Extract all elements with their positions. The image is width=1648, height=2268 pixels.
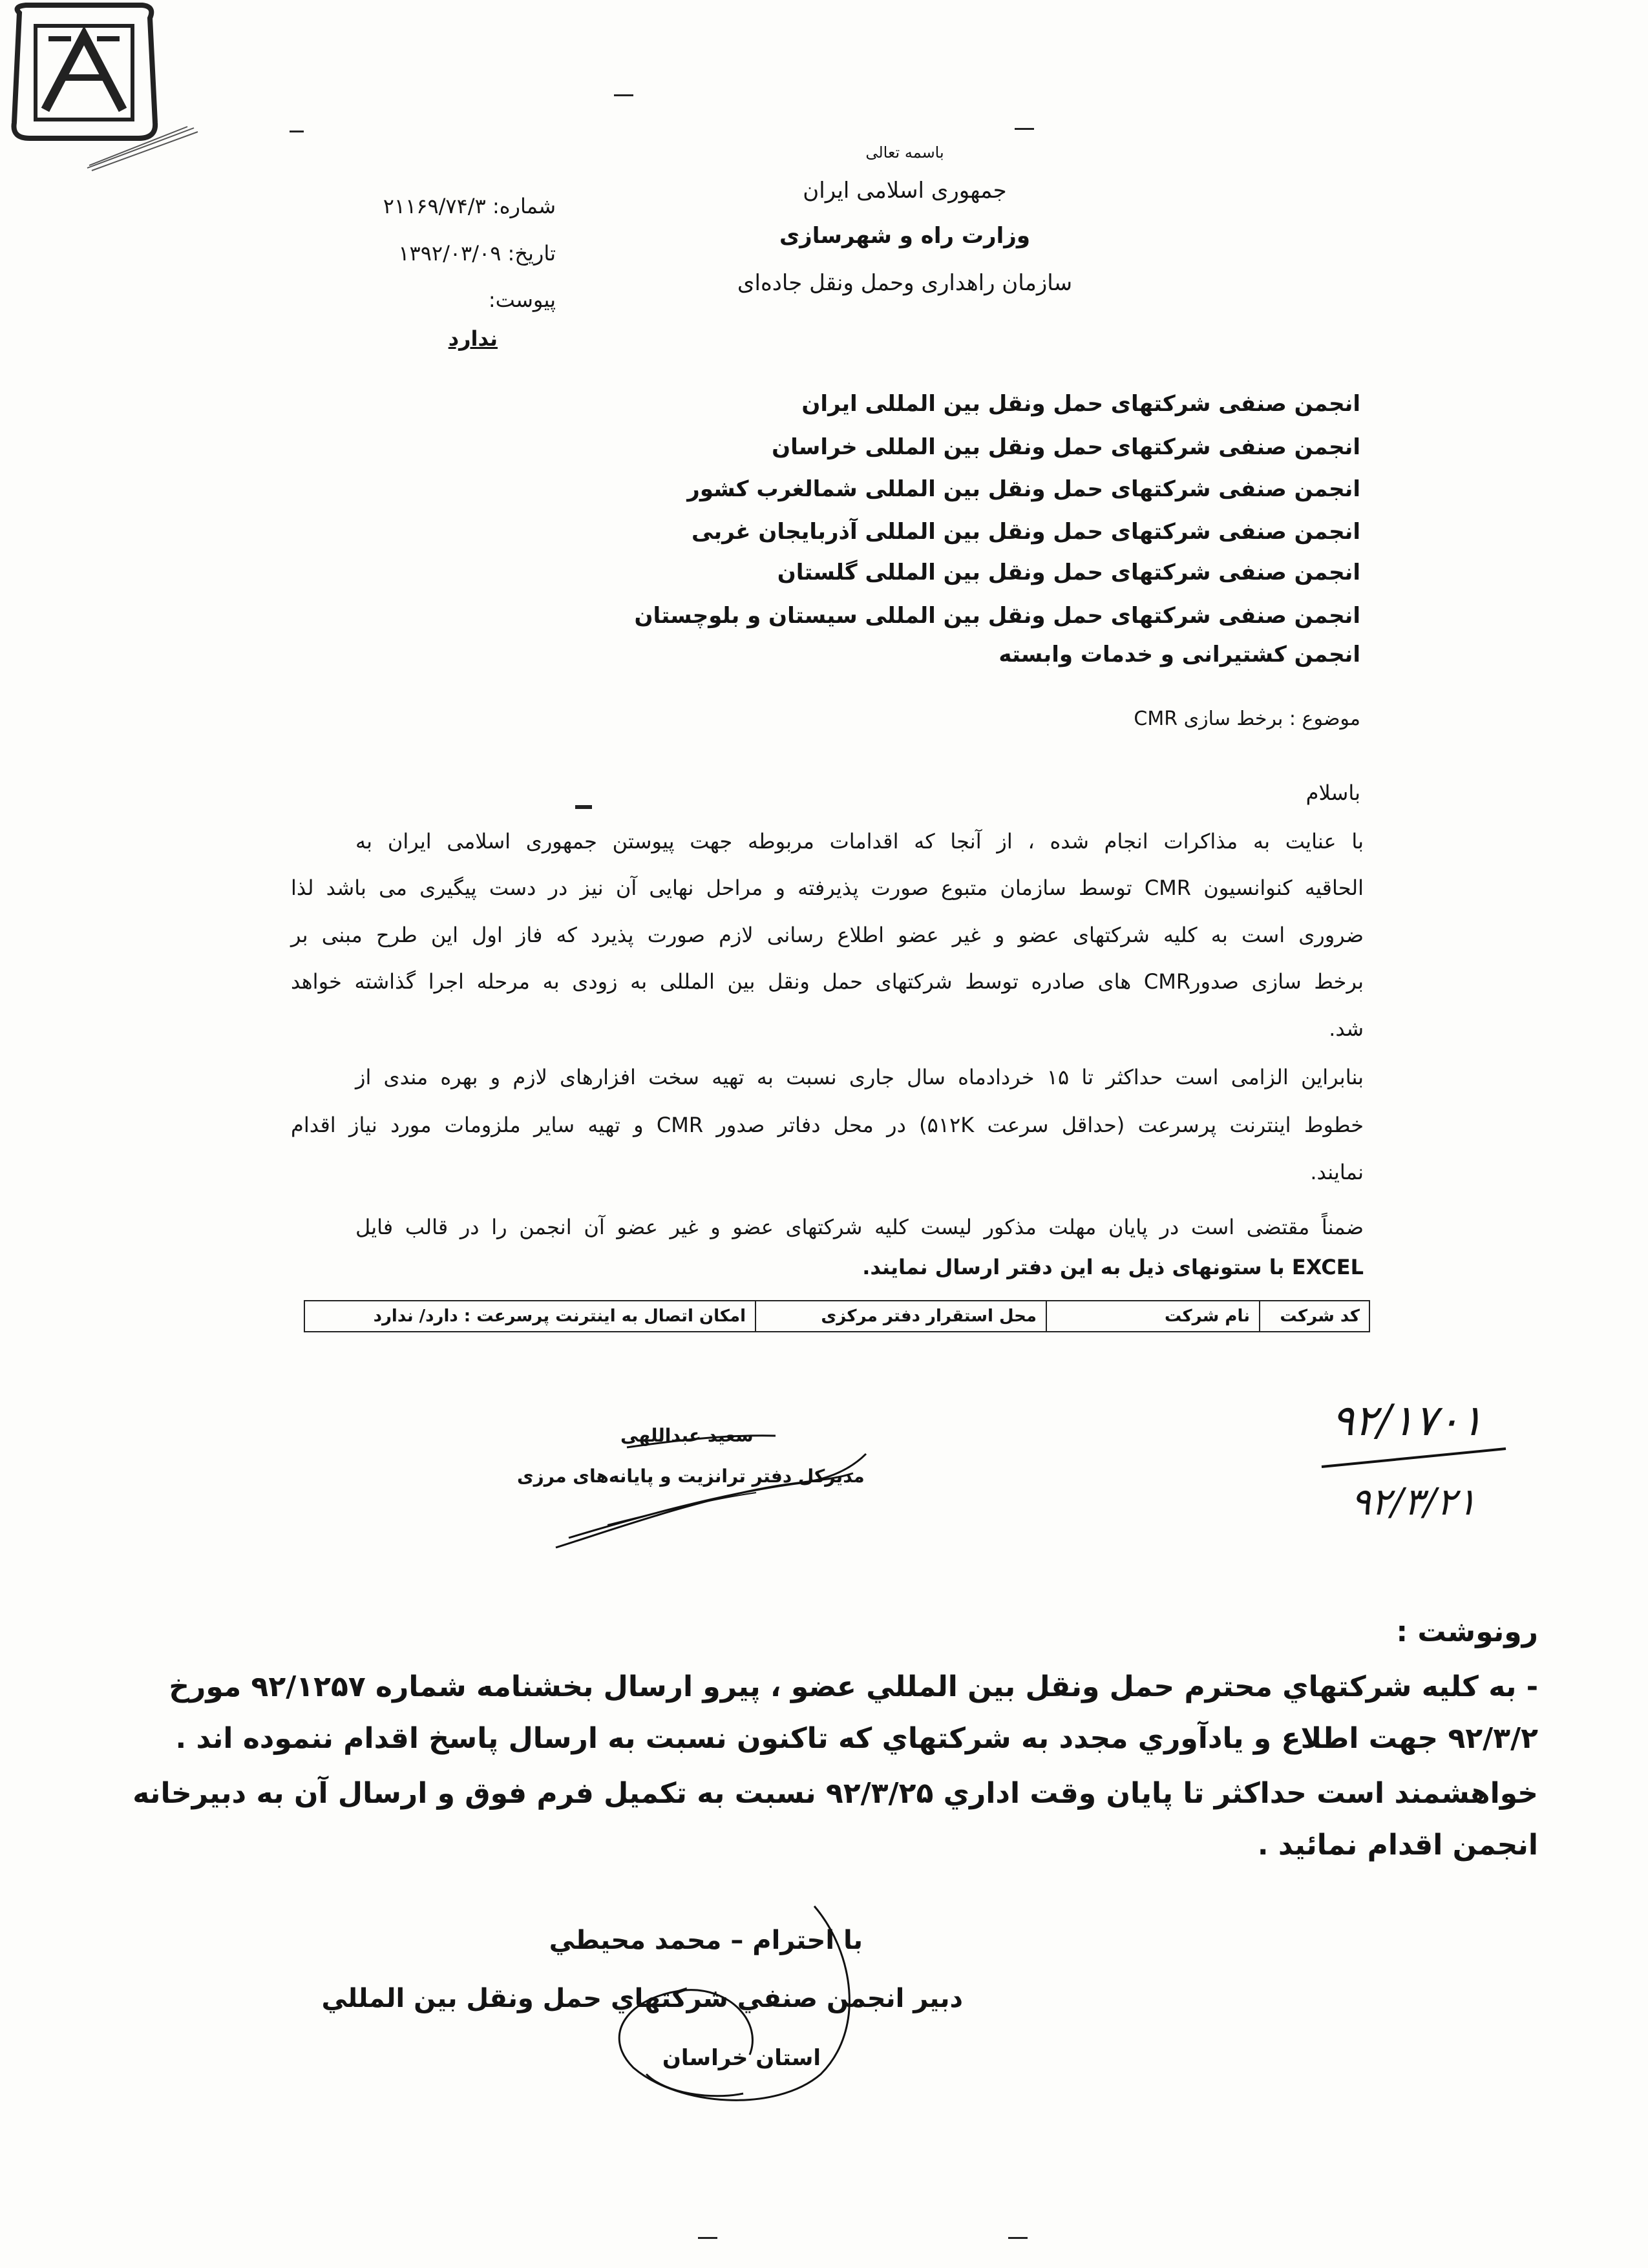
- copy-signature-scribble: [517, 1900, 879, 2126]
- body-line: بنابراین الزامی است حداکثر تا ۱۵ خردادماه سال جاری نسبت به تهیه سخت افزارهای لازم و بهره مندی از: [355, 1065, 1364, 1089]
- letter-date: [398, 241, 556, 266]
- recipient-line: انجمن صنفی شرکتهای حمل ونقل بین المللی آذربایجان غربی: [691, 519, 1360, 545]
- recipient-line: انجمن کشتیرانی و خدمات وابسته: [998, 642, 1360, 667]
- body-line: برخط سازی صدورCMR های صادره توسط شرکتهای حمل ونقل بین المللی به زودی به مرحله اجرا گذاشته خواهد: [291, 969, 1364, 994]
- body-line: ضروری است به کلیه شرکتهای عضو و غیر عضو اطلاع رسانی لازم صورت پذیرد که فاز اول این طرح مبنی بر: [291, 923, 1364, 947]
- copy-line: انجمن اقدام نمائيد .: [1257, 1829, 1538, 1862]
- scan-mark: [575, 805, 592, 809]
- signature-scribble: [530, 1422, 892, 1557]
- subject-label: موضوع :: [1289, 708, 1360, 730]
- required-columns-table: [304, 1300, 1370, 1332]
- recipient-line: انجمن صنفی شرکتهای حمل ونقل بین المللی گلستان: [777, 560, 1360, 585]
- subject-line: [1134, 708, 1360, 730]
- copy-line: ۹۲/۳/۲ جهت اطلاع و يادآوري مجدد به شركتهاي كه تاكنون نسبت به ارسال پاسخ اقدام ننموده اند .: [175, 1722, 1538, 1755]
- letter-number: [383, 194, 556, 218]
- org-line-organization: سازمان راهداری وحمل ونقل جاده‌ای: [737, 270, 1073, 296]
- letter-number-label: شماره:: [492, 194, 556, 218]
- emblem-caption: باسمه تعالی: [865, 143, 944, 162]
- org-line-ministry: وزارت راه و شهرسازی: [779, 223, 1030, 249]
- recipient-line: انجمن صنفی شرکتهای حمل ونقل بین المللی شمالغرب کشور: [687, 476, 1360, 502]
- letter-date-label: تاریخ:: [507, 241, 556, 266]
- signatory-title: مدیرکل دفتر ترانزیت و پایانه‌های مرزی: [517, 1465, 865, 1487]
- table-header-cell: کد شرکت: [1260, 1301, 1369, 1332]
- scan-mark: [1015, 128, 1034, 130]
- table-header-cell: امکان اتصال به اینترنت پرسرعت : دارد/ ندارد: [304, 1301, 755, 1332]
- letter-attachment-value: ندارد: [448, 326, 498, 351]
- table-header-cell: محل استقرار دفتر مرکزی: [755, 1301, 1046, 1332]
- recipient-line: انجمن صنفی شرکتهای حمل ونقل بین المللی ایران: [801, 391, 1360, 417]
- copy-sender-region: استان خراسان: [662, 2045, 821, 2071]
- body-line: با عنایت به مذاکرات انجام شده ، از آنجا که اقدامات مربوطه جهت پیوستن جمهوری اسلامی ایران به: [355, 829, 1364, 854]
- handwritten-receipt-date: ۹۲/۳/۲۱: [1351, 1480, 1477, 1524]
- subject-text: برخط سازی CMR: [1134, 708, 1284, 730]
- copy-line: خواهشمند است حداكثر تا پايان وقت اداري ۹۲/۳/۲۵ نسبت به تكميل فرم فوق و ارسال آن به دبيرخانه: [132, 1777, 1538, 1810]
- pen-scribble: [84, 123, 200, 174]
- ministry-emblem-logo: [0, 0, 168, 143]
- scan-mark: [614, 94, 633, 96]
- letter-attachment-label: پیوست:: [488, 288, 556, 312]
- scan-mark: [290, 131, 304, 132]
- recipient-line: انجمن صنفی شرکتهای حمل ونقل بین المللی خراسان: [772, 434, 1360, 460]
- copy-line: - به كليه شركتهاي محترم حمل ونقل بين المللي عضو ، پيرو ارسال بخشنامه شماره ۹۲/۱۲۵۷ مورخ: [169, 1670, 1538, 1703]
- copy-sender-title: دبير انجمن صنفي شركتهاي حمل ونقل بين المللي: [321, 1984, 963, 2013]
- copy-heading: رونوشت :: [1396, 1615, 1538, 1648]
- handwritten-rule: [1318, 1441, 1512, 1480]
- body-line: شد.: [1329, 1016, 1364, 1041]
- body-line: خطوط اینترنت پرسرعت (حداقل سرعت ۵۱۲K) در محل دفاتر صدور CMR و تهیه سایر ملزومات مورد نیاز اقدام: [291, 1113, 1364, 1137]
- scan-mark: [1008, 2237, 1028, 2239]
- body-line: الحاقیه کنوانسیون CMR توسط سازمان متبوع صورت پذیرفته و مراحل نهایی آن نیز در دست پیگیری می باشد لذا: [291, 876, 1364, 900]
- scan-mark: [698, 2237, 717, 2239]
- body-line: نمایند.: [1310, 1160, 1364, 1184]
- letter-date-value: ۱۳۹۲/۰۳/۰۹: [398, 241, 502, 266]
- handwritten-receipt-number: ۹۲/۱۷۰۱: [1331, 1396, 1483, 1445]
- greeting: باسلام: [1305, 781, 1360, 805]
- body-line: EXCEL با ستونهای ذیل به این دفتر ارسال نمایند.: [862, 1255, 1364, 1279]
- letter-number-value: ۲۱۱۶۹/۷۴/۳: [383, 194, 486, 218]
- recipient-line: انجمن صنفی شرکتهای حمل ونقل بین المللی سیستان و بلوچستان: [634, 603, 1360, 629]
- org-line-country: جمهوری اسلامی ایران: [803, 178, 1007, 204]
- body-line: ضمناً مقتضی است در پایان مهلت مذکور لیست کلیه شرکتهای عضو و غیر عضو آن انجمن را در قالب فایل: [355, 1215, 1364, 1239]
- table-row: [304, 1301, 1369, 1332]
- table-header-cell: نام شرکت: [1046, 1301, 1260, 1332]
- copy-regards: با احترام – محمد محيطي: [549, 1926, 863, 1955]
- signatory-name: سعید عبداللهی: [620, 1425, 754, 1446]
